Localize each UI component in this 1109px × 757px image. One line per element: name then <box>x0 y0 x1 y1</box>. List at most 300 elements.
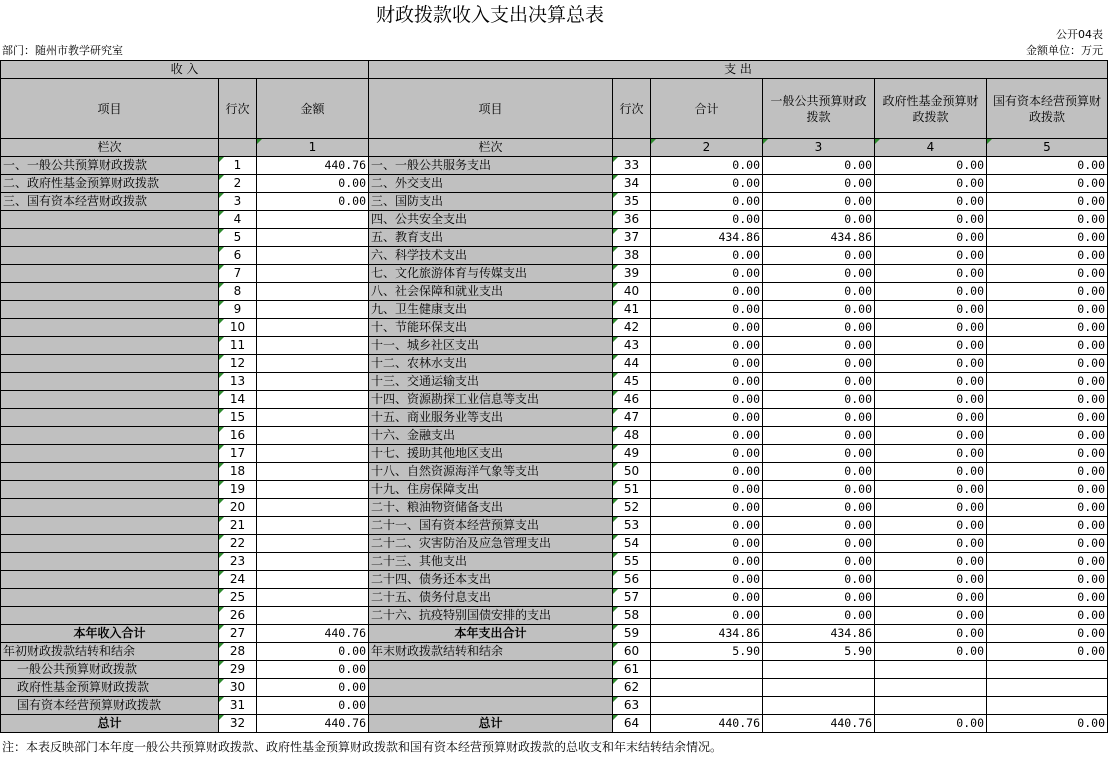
income-item: 一、一般公共预算财政拨款 <box>1 157 219 175</box>
amount-cell: 0.00 <box>651 337 763 355</box>
amount-cell: 0.00 <box>651 607 763 625</box>
table-row <box>1 175 1108 193</box>
col-general: 一般公共预算财政拨款 <box>763 79 875 139</box>
line-number: 58 <box>613 607 651 625</box>
amount-cell: 0.00 <box>875 625 987 643</box>
line-number: 30 <box>219 679 257 697</box>
line-number: 4 <box>219 211 257 229</box>
amount-cell: 434.86 <box>651 229 763 247</box>
unit-label: 金额单位：万元 <box>1026 44 1103 57</box>
line-number: 23 <box>219 553 257 571</box>
grand-total-label: 总计 <box>1 715 219 733</box>
amount-cell <box>257 211 369 229</box>
amount-cell: 0.00 <box>875 445 987 463</box>
amount-cell: 0.00 <box>763 535 875 553</box>
amount-cell: 0.00 <box>987 445 1108 463</box>
amount-cell <box>257 481 369 499</box>
amount-cell: 0.00 <box>987 427 1108 445</box>
table-row <box>1 607 1108 625</box>
table-row <box>1 499 1108 517</box>
expense-item: 六、科学技术支出 <box>369 247 613 265</box>
amount-cell: 0.00 <box>875 409 987 427</box>
line-number: 3 <box>219 193 257 211</box>
amount-cell: 434.86 <box>763 625 875 643</box>
amount-cell: 0.00 <box>651 427 763 445</box>
amount-cell <box>257 607 369 625</box>
amount-cell: 0.00 <box>763 157 875 175</box>
income-item <box>1 589 219 607</box>
line-number: 50 <box>613 463 651 481</box>
amount-cell: 0.00 <box>651 247 763 265</box>
expense-item: 二十六、抗疫特别国债安排的支出 <box>369 607 613 625</box>
amount-cell <box>257 373 369 391</box>
amount-cell: 0.00 <box>763 589 875 607</box>
income-item <box>1 301 219 319</box>
expense-item: 二十、粮油物资储备支出 <box>369 499 613 517</box>
line-number: 53 <box>613 517 651 535</box>
lanci-label: 栏次 <box>1 139 219 157</box>
line-number: 54 <box>613 535 651 553</box>
expense-item: 十五、商业服务业等支出 <box>369 409 613 427</box>
income-item <box>1 283 219 301</box>
amount-cell: 0.00 <box>651 553 763 571</box>
table-row <box>1 265 1108 283</box>
amount-cell: 0.00 <box>875 391 987 409</box>
amount-cell: 0.00 <box>257 661 369 679</box>
expense-item: 二、外交支出 <box>369 175 613 193</box>
amount-cell: 0.00 <box>875 481 987 499</box>
amount-cell: 0.00 <box>987 589 1108 607</box>
amount-cell: 440.76 <box>257 157 369 175</box>
end-balance-label: 年末财政拨款结转和结余 <box>369 643 613 661</box>
amount-cell: 0.00 <box>763 499 875 517</box>
general-carry-label: 一般公共预算财政拨款 <box>1 661 219 679</box>
line-number: 6 <box>219 247 257 265</box>
income-item <box>1 319 219 337</box>
income-item <box>1 229 219 247</box>
amount-cell: 0.00 <box>763 553 875 571</box>
amount-cell: 0.00 <box>875 265 987 283</box>
col-number: 5 <box>987 139 1108 157</box>
amount-cell: 434.86 <box>651 625 763 643</box>
table-row <box>1 247 1108 265</box>
expense-item: 七、文化旅游体育与传媒支出 <box>369 265 613 283</box>
table-row <box>1 229 1108 247</box>
line-number: 39 <box>613 265 651 283</box>
amount-cell: 0.00 <box>987 355 1108 373</box>
col-line: 行次 <box>219 79 257 139</box>
col-line: 行次 <box>613 79 651 139</box>
expense-item: 十三、交通运输支出 <box>369 373 613 391</box>
income-item <box>1 211 219 229</box>
amount-cell: 0.00 <box>987 625 1108 643</box>
amount-cell: 440.76 <box>257 715 369 733</box>
amount-cell: 0.00 <box>763 301 875 319</box>
line-number: 24 <box>219 571 257 589</box>
table-row <box>1 553 1108 571</box>
amount-cell: 0.00 <box>875 571 987 589</box>
line-number: 47 <box>613 409 651 427</box>
amount-cell: 0.00 <box>987 535 1108 553</box>
carry-label: 年初财政拨款结转和结余 <box>1 643 219 661</box>
expense-item: 二十二、灾害防治及应急管理支出 <box>369 535 613 553</box>
income-item <box>1 481 219 499</box>
table-row <box>1 535 1108 553</box>
amount-cell <box>257 553 369 571</box>
line-number: 28 <box>219 643 257 661</box>
amount-cell: 0.00 <box>651 319 763 337</box>
amount-cell: 0.00 <box>875 355 987 373</box>
line-number: 21 <box>219 517 257 535</box>
col-number: 1 <box>257 139 369 157</box>
amount-cell <box>257 301 369 319</box>
amount-cell: 0.00 <box>763 283 875 301</box>
amount-cell: 0.00 <box>651 499 763 517</box>
amount-cell: 0.00 <box>763 355 875 373</box>
table-row <box>1 481 1108 499</box>
line-number: 13 <box>219 373 257 391</box>
income-item <box>1 463 219 481</box>
amount-cell: 0.00 <box>987 499 1108 517</box>
amount-cell: 0.00 <box>651 301 763 319</box>
amount-cell: 0.00 <box>651 373 763 391</box>
lanci-label: 栏次 <box>369 139 613 157</box>
amount-cell: 0.00 <box>651 157 763 175</box>
col-number: 4 <box>875 139 987 157</box>
amount-cell: 0.00 <box>987 247 1108 265</box>
expense-item: 十九、住房保障支出 <box>369 481 613 499</box>
line-number: 34 <box>613 175 651 193</box>
income-item <box>1 607 219 625</box>
amount-cell: 0.00 <box>651 265 763 283</box>
line-number: 43 <box>613 337 651 355</box>
table-row <box>1 157 1108 175</box>
line-number: 42 <box>613 319 651 337</box>
income-item <box>1 409 219 427</box>
line-number: 7 <box>219 265 257 283</box>
amount-cell: 0.00 <box>875 337 987 355</box>
table-row <box>1 445 1108 463</box>
grand-total-label: 总计 <box>369 715 613 733</box>
amount-cell: 0.00 <box>257 643 369 661</box>
amount-cell: 0.00 <box>763 517 875 535</box>
amount-cell: 440.76 <box>763 715 875 733</box>
expense-item: 十七、援助其他地区支出 <box>369 445 613 463</box>
amount-cell: 0.00 <box>763 391 875 409</box>
line-number: 26 <box>219 607 257 625</box>
line-number: 31 <box>219 697 257 715</box>
amount-cell: 0.00 <box>763 463 875 481</box>
line-number: 14 <box>219 391 257 409</box>
income-item: 二、政府性基金预算财政拨款 <box>1 175 219 193</box>
amount-cell: 0.00 <box>651 535 763 553</box>
amount-cell: 0.00 <box>875 427 987 445</box>
amount-cell <box>257 337 369 355</box>
table-row <box>1 319 1108 337</box>
line-number: 51 <box>613 481 651 499</box>
amount-cell <box>257 445 369 463</box>
line-number: 15 <box>219 409 257 427</box>
line-number: 52 <box>613 499 651 517</box>
line-number: 17 <box>219 445 257 463</box>
income-item: 三、国有资本经营财政拨款 <box>1 193 219 211</box>
expense-item: 二十四、债务还本支出 <box>369 571 613 589</box>
amount-cell: 0.00 <box>875 157 987 175</box>
amount-cell <box>257 535 369 553</box>
expense-item: 十二、农林水支出 <box>369 355 613 373</box>
amount-cell <box>257 391 369 409</box>
line-number: 32 <box>219 715 257 733</box>
line-number: 41 <box>613 301 651 319</box>
amount-cell: 0.00 <box>763 319 875 337</box>
footnote: 注：本表反映部门本年度一般公共预算财政拨款、政府性基金预算财政拨款和国有资本经营预算财政拨款的总收支和年末结转结余情况。 <box>2 740 723 754</box>
line-number: 8 <box>219 283 257 301</box>
income-item <box>1 247 219 265</box>
amount-cell: 434.86 <box>763 229 875 247</box>
amount-cell: 0.00 <box>875 193 987 211</box>
amount-cell: 0.00 <box>987 391 1108 409</box>
income-item <box>1 373 219 391</box>
line-number: 45 <box>613 373 651 391</box>
line-number: 48 <box>613 427 651 445</box>
amount-cell: 0.00 <box>987 481 1108 499</box>
amount-cell: 0.00 <box>875 211 987 229</box>
line-number: 16 <box>219 427 257 445</box>
income-item <box>1 571 219 589</box>
table-row <box>1 517 1108 535</box>
table-code: 公开04表 <box>1056 28 1103 41</box>
amount-cell: 0.00 <box>763 337 875 355</box>
amount-cell: 0.00 <box>651 211 763 229</box>
amount-cell: 0.00 <box>651 193 763 211</box>
amount-cell: 0.00 <box>763 211 875 229</box>
line-number: 55 <box>613 553 651 571</box>
amount-cell: 0.00 <box>875 373 987 391</box>
income-item <box>1 265 219 283</box>
expense-header: 支 出 <box>369 61 1108 79</box>
budget-table <box>0 60 1108 733</box>
expense-item: 十四、资源勘探工业信息等支出 <box>369 391 613 409</box>
expense-item: 二十一、国有资本经营预算支出 <box>369 517 613 535</box>
line-number: 19 <box>219 481 257 499</box>
line-number: 22 <box>219 535 257 553</box>
expense-item: 十、节能环保支出 <box>369 319 613 337</box>
amount-cell: 0.00 <box>987 337 1108 355</box>
amount-cell <box>257 229 369 247</box>
amount-cell: 0.00 <box>257 175 369 193</box>
amount-cell: 0.00 <box>875 175 987 193</box>
line-number: 36 <box>613 211 651 229</box>
amount-cell: 0.00 <box>651 571 763 589</box>
income-total-label: 本年收入合计 <box>1 625 219 643</box>
expense-item: 一、一般公共服务支出 <box>369 157 613 175</box>
amount-cell: 0.00 <box>987 319 1108 337</box>
line-number: 62 <box>613 679 651 697</box>
amount-cell: 0.00 <box>987 643 1108 661</box>
income-item <box>1 337 219 355</box>
amount-cell: 0.00 <box>875 643 987 661</box>
amount-cell: 0.00 <box>651 355 763 373</box>
table-row <box>1 589 1108 607</box>
amount-cell: 0.00 <box>875 589 987 607</box>
amount-cell: 0.00 <box>763 607 875 625</box>
amount-cell <box>257 589 369 607</box>
amount-cell: 0.00 <box>763 193 875 211</box>
line-number: 49 <box>613 445 651 463</box>
amount-cell: 0.00 <box>987 373 1108 391</box>
line-number: 25 <box>219 589 257 607</box>
amount-cell: 0.00 <box>987 517 1108 535</box>
line-number: 33 <box>613 157 651 175</box>
table-row <box>1 301 1108 319</box>
income-item <box>1 499 219 517</box>
income-item <box>1 517 219 535</box>
amount-cell: 0.00 <box>651 589 763 607</box>
amount-cell: 0.00 <box>987 715 1108 733</box>
expense-item: 八、社会保障和就业支出 <box>369 283 613 301</box>
col-amount: 金额 <box>257 79 369 139</box>
amount-cell: 0.00 <box>763 373 875 391</box>
amount-cell <box>257 283 369 301</box>
line-number: 64 <box>613 715 651 733</box>
line-number: 44 <box>613 355 651 373</box>
amount-cell <box>257 463 369 481</box>
amount-cell: 0.00 <box>987 409 1108 427</box>
expense-item: 十一、城乡社区支出 <box>369 337 613 355</box>
state-carry-label: 国有资本经营预算财政拨款 <box>1 697 219 715</box>
department-label: 部门：随州市教学研究室 <box>2 44 123 57</box>
expense-item: 四、公共安全支出 <box>369 211 613 229</box>
line-number: 61 <box>613 661 651 679</box>
line-number: 10 <box>219 319 257 337</box>
line-number: 63 <box>613 697 651 715</box>
amount-cell: 0.00 <box>875 301 987 319</box>
report-title: 财政拨款收入支出决算总表 <box>375 4 604 26</box>
expense-item: 二十五、债务付息支出 <box>369 589 613 607</box>
amount-cell <box>257 571 369 589</box>
col-number: 3 <box>763 139 875 157</box>
amount-cell <box>257 499 369 517</box>
amount-cell: 0.00 <box>257 697 369 715</box>
table-row <box>1 337 1108 355</box>
table-row <box>1 463 1108 481</box>
table-row <box>1 427 1108 445</box>
amount-cell <box>257 517 369 535</box>
amount-cell <box>257 409 369 427</box>
col-state: 国有资本经营预算财政拨款 <box>987 79 1108 139</box>
amount-cell: 0.00 <box>651 463 763 481</box>
income-header: 收 入 <box>1 61 369 79</box>
amount-cell: 0.00 <box>875 553 987 571</box>
amount-cell: 0.00 <box>987 301 1108 319</box>
amount-cell: 0.00 <box>763 265 875 283</box>
amount-cell: 0.00 <box>875 499 987 517</box>
amount-cell: 0.00 <box>763 481 875 499</box>
amount-cell: 0.00 <box>257 679 369 697</box>
amount-cell <box>257 319 369 337</box>
amount-cell: 0.00 <box>763 571 875 589</box>
income-item <box>1 445 219 463</box>
line-number: 37 <box>613 229 651 247</box>
income-item <box>1 553 219 571</box>
fund-carry-label: 政府性基金预算财政拨款 <box>1 679 219 697</box>
amount-cell: 5.90 <box>763 643 875 661</box>
line-number: 60 <box>613 643 651 661</box>
table-row <box>1 211 1108 229</box>
amount-cell: 0.00 <box>987 265 1108 283</box>
line-number: 27 <box>219 625 257 643</box>
amount-cell: 0.00 <box>987 175 1108 193</box>
col-fund: 政府性基金预算财政拨款 <box>875 79 987 139</box>
amount-cell <box>257 427 369 445</box>
amount-cell: 0.00 <box>763 175 875 193</box>
line-number: 59 <box>613 625 651 643</box>
amount-cell: 0.00 <box>987 607 1108 625</box>
table-row <box>1 373 1108 391</box>
line-number: 56 <box>613 571 651 589</box>
amount-cell <box>257 355 369 373</box>
expense-item: 十八、自然资源海洋气象等支出 <box>369 463 613 481</box>
expense-total-label: 本年支出合计 <box>369 625 613 643</box>
table-row <box>1 391 1108 409</box>
amount-cell: 5.90 <box>651 643 763 661</box>
amount-cell: 0.00 <box>987 553 1108 571</box>
amount-cell: 0.00 <box>987 157 1108 175</box>
amount-cell <box>257 247 369 265</box>
line-number: 9 <box>219 301 257 319</box>
amount-cell: 0.00 <box>987 211 1108 229</box>
amount-cell: 0.00 <box>875 535 987 553</box>
line-number: 29 <box>219 661 257 679</box>
amount-cell: 0.00 <box>651 391 763 409</box>
amount-cell: 0.00 <box>763 445 875 463</box>
income-item <box>1 391 219 409</box>
amount-cell: 0.00 <box>875 715 987 733</box>
income-item <box>1 535 219 553</box>
amount-cell: 0.00 <box>875 319 987 337</box>
amount-cell: 0.00 <box>651 481 763 499</box>
amount-cell: 0.00 <box>875 247 987 265</box>
amount-cell: 0.00 <box>987 283 1108 301</box>
line-number: 2 <box>219 175 257 193</box>
line-number: 20 <box>219 499 257 517</box>
income-item <box>1 427 219 445</box>
line-number: 35 <box>613 193 651 211</box>
amount-cell: 0.00 <box>763 247 875 265</box>
amount-cell: 0.00 <box>651 409 763 427</box>
expense-item: 十六、金融支出 <box>369 427 613 445</box>
expense-item: 五、教育支出 <box>369 229 613 247</box>
line-number: 18 <box>219 463 257 481</box>
amount-cell: 0.00 <box>651 283 763 301</box>
line-number: 1 <box>219 157 257 175</box>
table-row <box>1 193 1108 211</box>
line-number: 57 <box>613 589 651 607</box>
line-number: 46 <box>613 391 651 409</box>
amount-cell: 0.00 <box>987 463 1108 481</box>
amount-cell: 0.00 <box>651 175 763 193</box>
col-item: 项目 <box>369 79 613 139</box>
line-number: 38 <box>613 247 651 265</box>
col-number: 2 <box>651 139 763 157</box>
expense-item: 九、卫生健康支出 <box>369 301 613 319</box>
amount-cell: 0.00 <box>987 571 1108 589</box>
amount-cell <box>257 265 369 283</box>
amount-cell: 0.00 <box>987 229 1108 247</box>
amount-cell: 0.00 <box>875 463 987 481</box>
amount-cell: 0.00 <box>875 607 987 625</box>
table-row <box>1 355 1108 373</box>
